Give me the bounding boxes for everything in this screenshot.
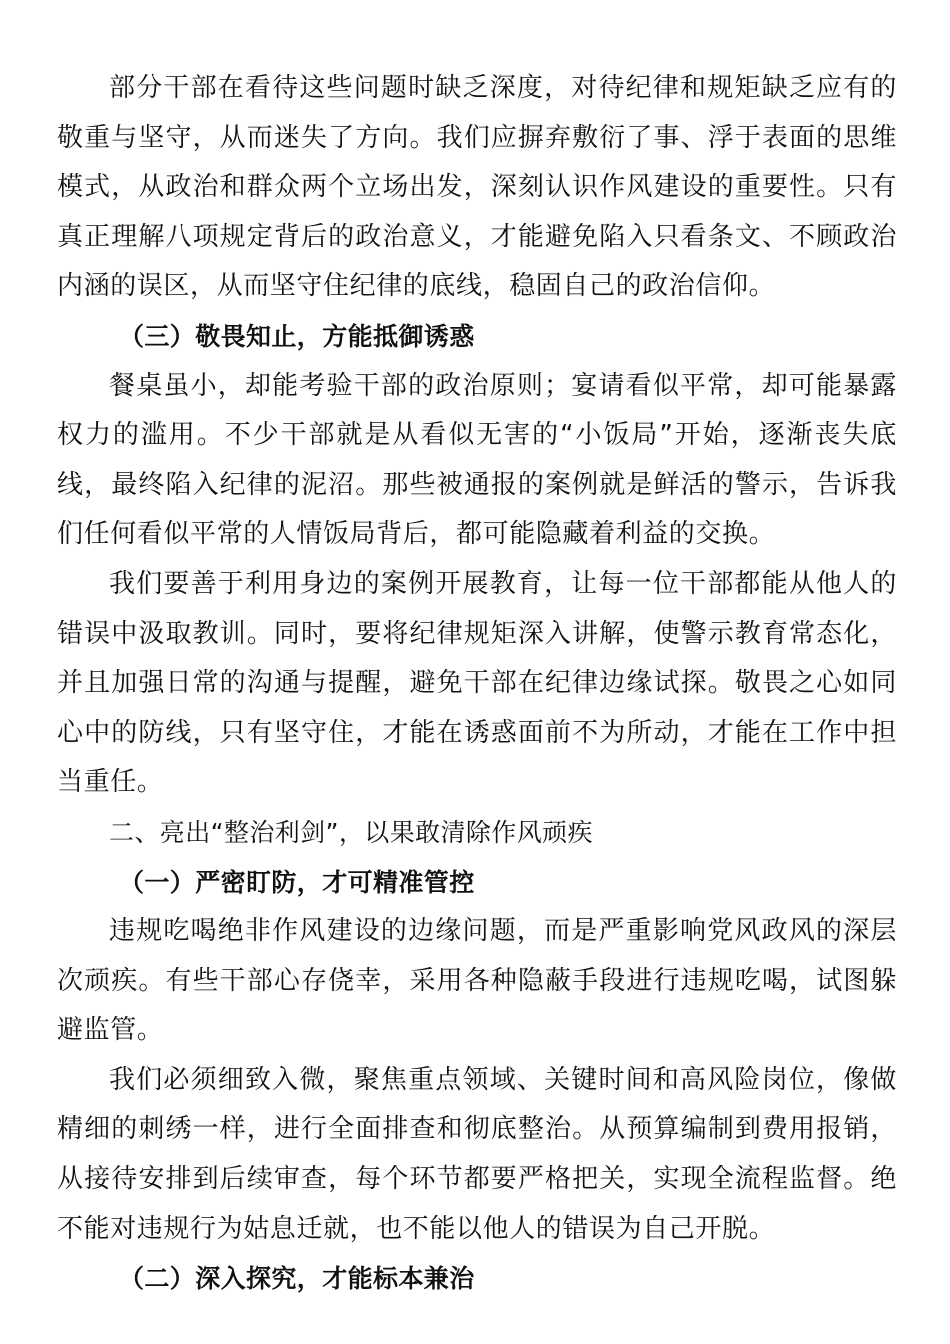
document-body	[57, 64, 897, 1304]
subheading-reverence: （三）敬畏知止，方能抵御诱惑	[119, 321, 475, 351]
paragraph-dining-risk: 餐桌虽小，却能考验干部的政治原则；宴请看似平常，却可能暴露权力的滥用。不少干部就是从看似无害的“小饭局”开始，逐渐丧失底线，最终陷入纪律的泥沼。那些被通报的案例就是鲜活的警示，告诉我们任何看似平常的人情饭局背后，都可能隐藏着利益的交换。	[57, 370, 897, 550]
paragraph-discipline-awareness: 部分干部在看待这些问题时缺乏深度，对待纪律和规矩缺乏应有的敬重与坚守，从而迷失了方向。我们应摒弃敷衍了事、浮于表面的思维模式，从政治和群众两个立场出发，深刻认识作风建设的重要性。只有真正理解八项规定背后的政治意义，才能避免陷入只看条文、不顾政治内涵的误区，从而坚守住纪律的底线，稳固自己的政治信仰。	[57, 73, 897, 302]
paragraph-violations: 违规吃喝绝非作风建设的边缘问题，而是严重影响党风政风的深层次顽疾。有些干部心存侥幸，采用各种隐蔽手段进行违规吃喝，试图躲避监管。	[57, 916, 897, 1046]
subheading-root-cause: （二）深入探究，才能标本兼治	[119, 1264, 475, 1294]
paragraph-full-process-supervision: 我们必须细致入微，聚焦重点领域、关键时间和高风险岗位，像做精细的刺绣一样，进行全面排查和彻底整治。从预算编制到费用报销，从接待安排到后续审查，每个环节都要严格把关，实现全流程监督。绝不能对违规行为姑息迁就，也不能以他人的错误为自己开脱。	[57, 1064, 897, 1244]
subheading-close-monitoring: （一）严密盯防，才可精准管控	[119, 867, 475, 897]
paragraph-case-education: 我们要善于利用身边的案例开展教育，让每一位干部都能从他人的错误中汲取教训。同时，要将纪律规矩深入讲解，使警示教育常态化，并且加强日常的沟通与提醒，避免干部在纪律边缘试探。敬畏之心如同心中的防线，只有坚守住，才能在诱惑面前不为所动，才能在工作中担当重任。	[57, 568, 897, 798]
section-heading-rectification: 二、亮出“整治利剑”，以果敢清除作风顽疾	[109, 817, 593, 847]
